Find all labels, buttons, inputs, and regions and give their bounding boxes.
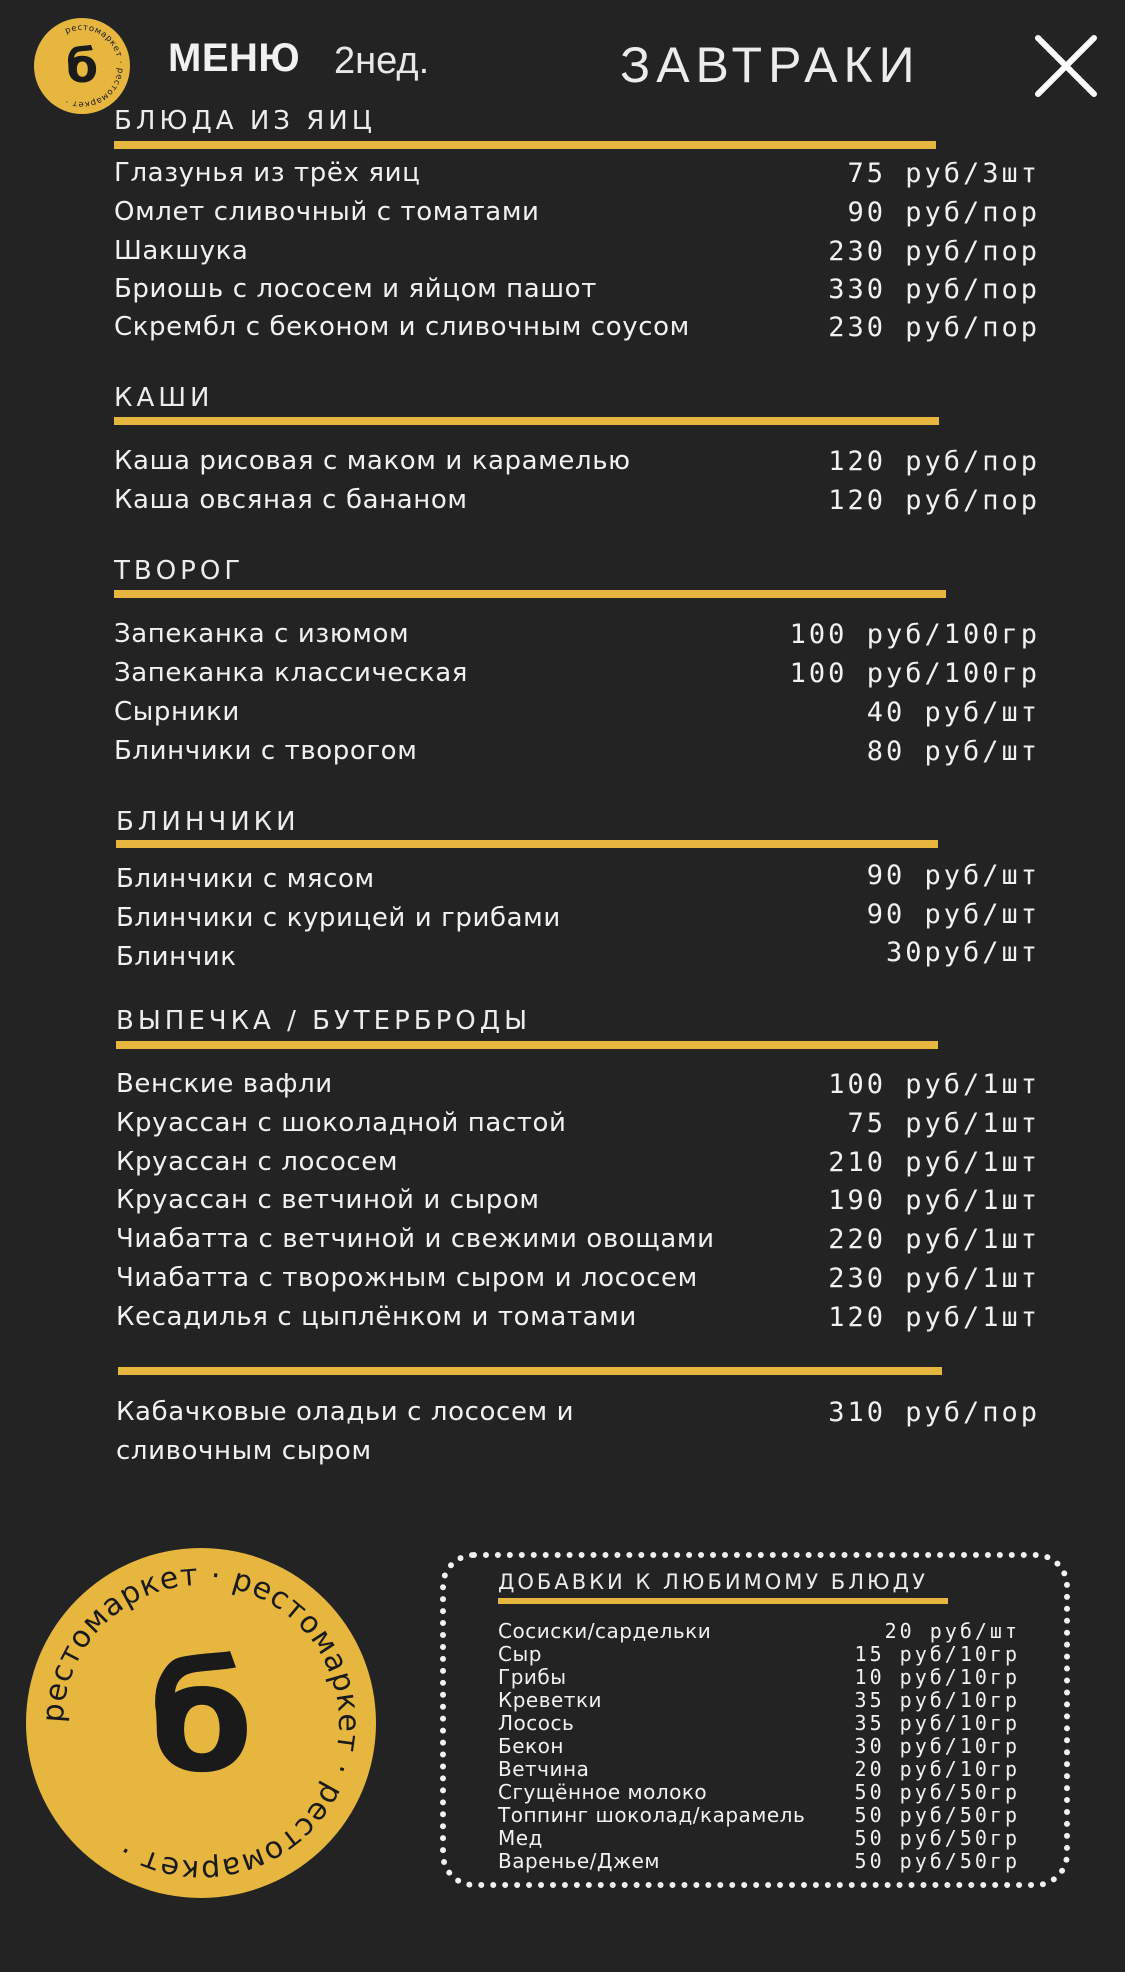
menu-item-price: 40 руб/шт [866, 697, 1040, 728]
section-title-porridge: КАШИ [114, 383, 214, 413]
addon-name: Лосось [498, 1711, 575, 1735]
menu-label: МЕНЮ [168, 36, 301, 80]
menu-item-name: Глазунья из трёх яиц [114, 158, 421, 188]
menu-item-name: Блинчик [116, 942, 237, 972]
menu-item-price: 330 руб/пор [828, 274, 1040, 305]
menu-item-price: 230 руб/пор [828, 236, 1040, 267]
addon-name: Грибы [498, 1665, 567, 1689]
section-title-cottage-cheese: ТВОРОГ [114, 556, 245, 586]
menu-item-name: Блинчики с мясом [116, 864, 375, 894]
avatar-letter: б [65, 39, 99, 93]
menu-item-name: Чиабатта с ветчиной и свежими овощами [116, 1224, 715, 1254]
menu-item-name: Чиабатта с творожным сыром и лососем [116, 1263, 698, 1293]
addon-name: Бекон [498, 1734, 564, 1758]
addon-price: 20 руб/10гр [854, 1757, 1020, 1781]
menu-item-name: Венские вафли [116, 1069, 333, 1099]
avatar[interactable] [34, 18, 130, 114]
menu-item-name: Сырники [114, 697, 240, 727]
section-divider [118, 1367, 942, 1375]
section-divider [114, 590, 946, 598]
menu-item-price: 230 руб/1шт [828, 1263, 1040, 1294]
menu-item-price: 30руб/шт [885, 937, 1040, 968]
addon-name: Креветки [498, 1688, 603, 1712]
addon-name: Сгущённое молоко [498, 1780, 708, 1804]
menu-item-price: 210 руб/1шт [828, 1147, 1040, 1178]
section-divider [114, 417, 939, 425]
post-age-label: 2нед. [334, 40, 430, 82]
menu-item-price: 75 руб/1шт [847, 1108, 1040, 1139]
menu-item-price: 100 руб/100гр [789, 619, 1040, 650]
addon-price: 50 руб/50гр [854, 1780, 1020, 1804]
addon-name: Топпинг шоколад/карамель [498, 1803, 806, 1827]
page-title: ЗАВТРАКИ [620, 37, 921, 93]
menu-item-price: 310 руб/пор [828, 1397, 1040, 1428]
menu-item-price: 230 руб/пор [828, 312, 1040, 343]
section-title-eggs: БЛЮДА ИЗ ЯИЦ [114, 106, 376, 136]
menu-item-price: 100 руб/1шт [828, 1069, 1040, 1100]
menu-item-name-cont: сливочным сыром [116, 1436, 372, 1466]
close-icon[interactable] [1030, 30, 1102, 102]
section-title-pastry: ВЫПЕЧКА / БУТЕРБРОДЫ [116, 1006, 532, 1036]
menu-item-price: 100 руб/100гр [789, 658, 1040, 689]
menu-item-price: 90 руб/шт [866, 899, 1040, 930]
addon-price: 50 руб/50гр [854, 1849, 1020, 1873]
menu-item-price: 75 руб/3шт [847, 158, 1040, 189]
menu-item-name: Скрембл с беконом и сливочным соусом [114, 312, 690, 342]
menu-item-price: 90 руб/шт [866, 860, 1040, 891]
addon-price: 50 руб/50гр [854, 1803, 1020, 1827]
menu-item-price: 80 руб/шт [866, 736, 1040, 767]
menu-item-name: Омлет сливочный с томатами [114, 197, 540, 227]
brand-logo [26, 1548, 376, 1898]
menu-item-name: Круассан с лососем [116, 1147, 399, 1177]
menu-item-name: Блинчики с творогом [114, 736, 418, 766]
brand-logo-letter: б [148, 1632, 254, 1806]
menu-item-name: Кабачковые оладьи с лососем и [116, 1397, 575, 1427]
addon-price: 30 руб/10гр [854, 1734, 1020, 1758]
addon-price: 35 руб/10гр [854, 1688, 1020, 1712]
menu-item-name: Запеканка с изюмом [114, 619, 410, 649]
brand-logo-ring-text: рестомаркет · рестомаркет · рестомаркет · [35, 1557, 367, 1889]
menu-item-name: Блинчики с курицей и грибами [116, 903, 561, 933]
menu-item-price: 120 руб/1шт [828, 1302, 1040, 1333]
svg-text:рестомаркет · рестомаркет ·: рестомаркет · рестомаркет · [63, 22, 126, 110]
addons-title: ДОБАВКИ К ЛЮБИМОМУ БЛЮДУ [498, 1570, 928, 1594]
menu-item-price: 120 руб/пор [828, 446, 1040, 477]
addon-name: Мед [498, 1826, 543, 1850]
addon-name: Сосиски/сардельки [498, 1619, 712, 1643]
menu-item-price: 90 руб/пор [847, 197, 1040, 228]
menu-item-name: Кесадилья с цыплёнком и томатами [116, 1302, 637, 1332]
menu-item-name: Запеканка классическая [114, 658, 469, 688]
menu-item-price: 220 руб/1шт [828, 1224, 1040, 1255]
addon-name: Сыр [498, 1642, 542, 1666]
menu-item-name: Круассан с ветчиной и сыром [116, 1185, 540, 1215]
menu-item-price: 190 руб/1шт [828, 1185, 1040, 1216]
menu-item-price: 120 руб/пор [828, 485, 1040, 516]
menu-item-name: Круассан с шоколадной пастой [116, 1108, 567, 1138]
addon-price: 10 руб/10гр [854, 1665, 1020, 1689]
menu-item-name: Каша рисовая с маком и карамелью [114, 446, 631, 476]
addon-price: 15 руб/10гр [854, 1642, 1020, 1666]
menu-item-name: Шакшука [114, 236, 249, 266]
section-title-pancakes: БЛИНЧИКИ [116, 807, 300, 837]
addon-name: Ветчина [498, 1757, 590, 1781]
section-divider [114, 141, 936, 149]
addon-name: Варенье/Джем [498, 1849, 660, 1873]
section-divider [116, 1041, 938, 1049]
menu-item-name: Бриошь с лососем и яйцом пашот [114, 274, 597, 304]
addon-price: 50 руб/50гр [854, 1826, 1020, 1850]
menu-item-name: Каша овсяная с бананом [114, 485, 468, 515]
addon-price: 20 руб/шт [884, 1619, 1020, 1643]
section-divider [116, 840, 938, 848]
addons-divider [498, 1598, 948, 1604]
addon-price: 35 руб/10гр [854, 1711, 1020, 1735]
